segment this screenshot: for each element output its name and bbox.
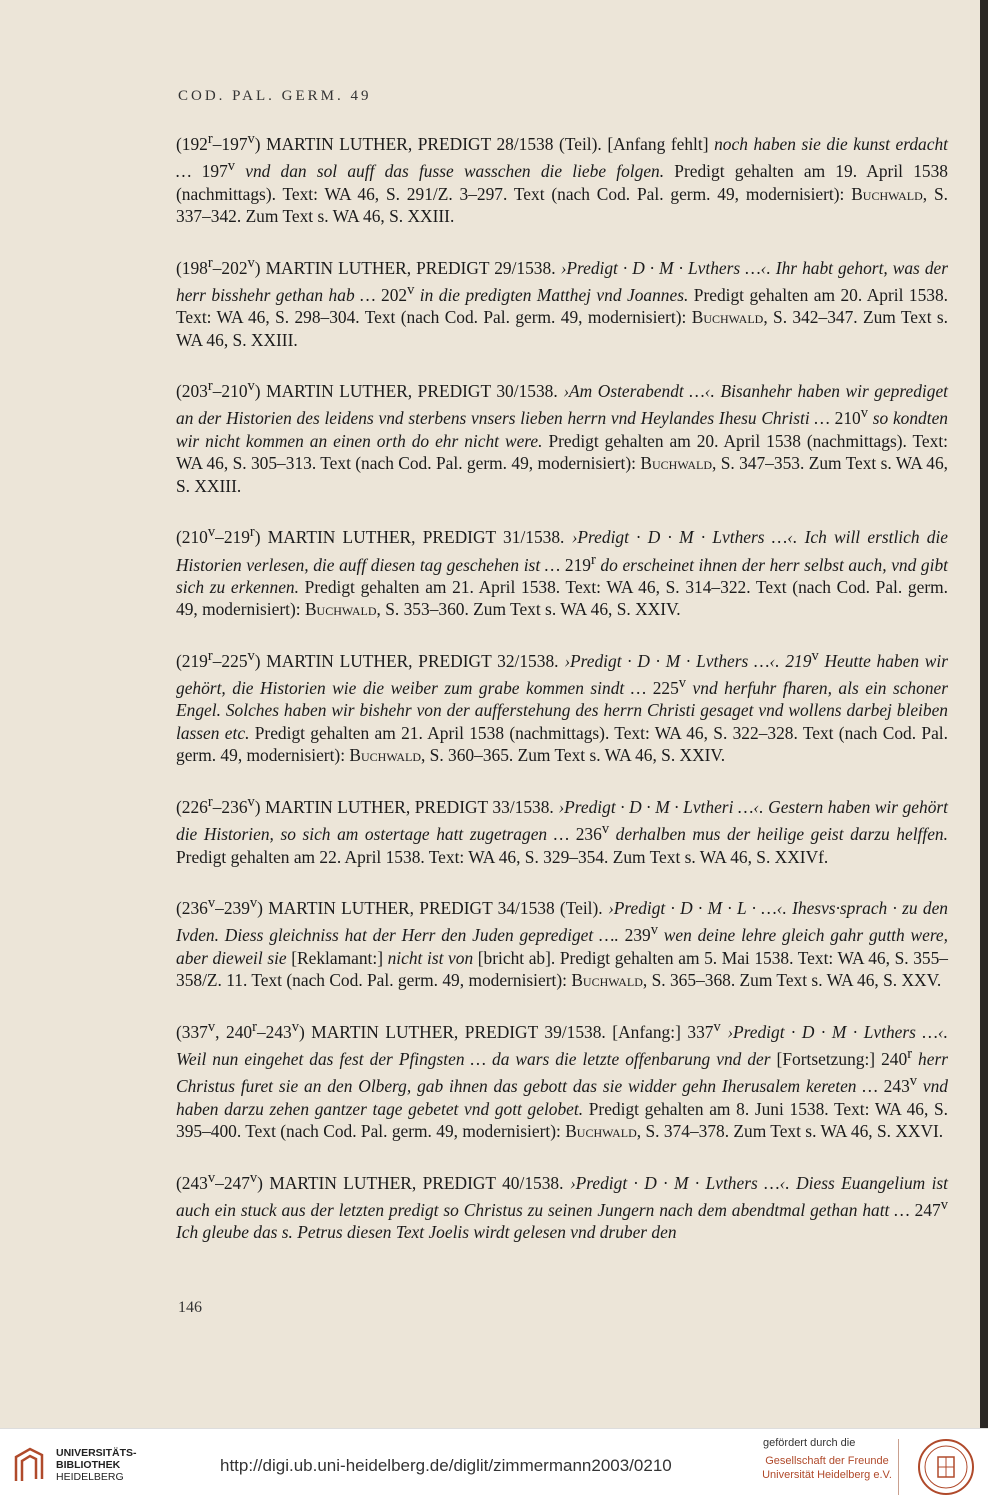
folio-range: –197 xyxy=(212,133,248,154)
folio-range: –247 xyxy=(215,1172,250,1193)
folio-range: ) xyxy=(254,380,261,401)
entry-heading: MARTIN LUTHER, PREDIGT 34/1538 (Teil). xyxy=(262,897,608,918)
folio-range: ) xyxy=(257,897,263,918)
folio-side: v xyxy=(249,895,258,912)
entry-heading: MARTIN LUTHER, PREDIGT 40/1538. xyxy=(262,1172,570,1193)
author-name: Buchwald xyxy=(304,599,377,620)
entry-3 xyxy=(176,375,948,497)
folio-ref: 202 xyxy=(381,284,408,305)
folio-side: r xyxy=(249,524,255,541)
library-name-line: HEIDELBERG xyxy=(56,1471,124,1483)
folio-side: v xyxy=(860,405,868,422)
entry-heading: MARTIN LUTHER, PREDIGT 33/1538. xyxy=(260,796,559,817)
folio-range: (226 xyxy=(176,796,208,817)
incipit: noch haben sie die kunst erdacht … xyxy=(176,133,948,182)
folio-range: –239 xyxy=(215,897,250,918)
incipit: ›Predigt · D · M · Lvthers …‹. Diess Euangelium ist auch ein stuck aus der letzten predigt so Christus zu seinen Jungern nach dem abendtmal gethan hatt … xyxy=(176,1172,949,1220)
entry-notes: , S. 342–347. Zum Text s. WA 46, S. XXIII. xyxy=(176,307,948,350)
folio-side: r xyxy=(207,793,213,810)
explicit: Ich gleube das s. Petrus diesen Text Joelis wirdt gelesen vnd druber den xyxy=(176,1222,677,1243)
page-edge xyxy=(980,0,988,1428)
folio-side: r xyxy=(207,647,213,664)
university-seal-icon[interactable] xyxy=(916,1437,976,1497)
folio-side: v xyxy=(650,922,658,939)
page-number: 146 xyxy=(178,1299,202,1316)
entry-notes: , S. 347–353. Zum Text s. WA 46, S. XXIII. xyxy=(176,453,948,496)
entry-heading: MARTIN LUTHER, PREDIGT 31/1538. xyxy=(260,527,572,548)
folio-range: ) xyxy=(254,650,261,671)
incipit: ›Predigt · D · M · Lvthers …‹. Weil nun eingehet das fest der Pfingsten … da wars die letzte offenbarung vnd der xyxy=(176,1021,949,1069)
explicit: derhalben mus der heilige geist darzu helffen. xyxy=(609,824,948,845)
folio-side: v xyxy=(207,895,216,912)
author-name: Buchwald xyxy=(640,453,712,474)
entry-4 xyxy=(176,521,948,621)
incipit: Heutte haben wir gehört, die Historien wie die weiber zum grabe kommen sindt … xyxy=(176,650,948,698)
folio-range: –243 xyxy=(256,1021,292,1042)
folio-side: v xyxy=(227,158,236,175)
folio-range: ) xyxy=(298,1021,305,1042)
entry-notes: [bricht ab]. Predigt gehalten am 5. Mai 1538. Text: WA 46, S. 355–358/Z. 11. Text (nach Cod. Pal. germ. 49, modernisiert): xyxy=(176,947,948,991)
explicit: wen deine lehre gleich gahr gutth were, aber dieweil sie xyxy=(176,925,949,968)
author-name: Buchwald xyxy=(571,970,643,991)
entry-notes: Predigt gehalten am 8. Juni 1538. Text: WA 46, S. 395–400. Text (nach Cod. Pal. germ. 49, modernisiert): xyxy=(176,1098,948,1142)
entry-heading: MARTIN LUTHER, PREDIGT 29/1538. xyxy=(260,257,561,278)
entry-heading: MARTIN LUTHER, PREDIGT 28/1538 (Teil). [Anfang fehlt] xyxy=(260,133,715,154)
folio-side: v xyxy=(207,524,216,541)
folio-ref: 225 xyxy=(652,677,679,698)
folio-range: –210 xyxy=(212,380,248,401)
folio-side: r xyxy=(252,1018,257,1035)
entry-8 xyxy=(176,1016,948,1143)
incipit: ›Predigt · D · M · Lvthers …‹. Ich will erstlich die Historien verlesen, die auff diesen tag geschehen ist … xyxy=(176,527,948,575)
folio-range: (192 xyxy=(176,133,208,154)
library-name[interactable] xyxy=(56,1447,137,1483)
society-name-line: Gesellschaft der Freunde xyxy=(765,1455,889,1467)
incipit: ›Predigt · D · M · L · …‹. Ihesvs·sprach · zu den Ivden. Diess gleichniss hat der Herr den Juden geprediget …. xyxy=(176,897,948,946)
footer-divider xyxy=(898,1439,899,1495)
folio-range: (337 xyxy=(176,1021,208,1042)
reklamant-text: nicht ist von xyxy=(387,947,474,968)
folio-side: v xyxy=(249,1169,258,1186)
folio-side: v xyxy=(407,281,415,298)
entry-notes: Predigt gehalten am 20. April 1538 (nachmittags). Text: WA 46, S. 305–313. Text (nach Cod. Pal. germ. 49, modernisiert): xyxy=(176,430,948,474)
folio-range: ) xyxy=(254,257,261,278)
folio-range: (210 xyxy=(176,527,208,548)
folio-range: (198 xyxy=(176,257,208,278)
folio-range: –236 xyxy=(212,796,248,817)
entry-notes: Predigt gehalten am 22. April 1538. Text: WA 46, S. 329–354. Zum Text s. WA 46, S. XXIVf. xyxy=(176,846,829,867)
entry-notes: [Reklamant:] xyxy=(286,947,388,968)
folio-ref: 219 xyxy=(564,554,591,575)
folio-range: ) xyxy=(254,796,261,817)
running-head: COD. PAL. GERM. 49 xyxy=(178,88,372,104)
entry-9 xyxy=(176,1167,948,1244)
folio-side: v xyxy=(940,1196,948,1213)
entry-notes: Predigt gehalten am 21. April 1538. Text: WA 46, S. 314–322. Text (nach Cod. Pal. germ. 49, modernisiert): xyxy=(176,576,948,620)
explicit: vnd haben darzu zehen gantzer tage gebetet vnd gott gelobet. xyxy=(176,1076,948,1119)
folio-side: v xyxy=(247,647,255,664)
folio-ref: 239 xyxy=(624,925,651,946)
society-name-line: Universität Heidelberg e.V. xyxy=(762,1469,892,1481)
folio-side: r xyxy=(207,254,213,271)
folio-side: r xyxy=(907,1045,913,1062)
folio-side: v xyxy=(207,1018,216,1035)
entry-5 xyxy=(176,645,948,767)
entry-2 xyxy=(176,252,948,352)
explicit: vnd herfuhr fharen, als ein schoner Engel. Solches haben wir bishehr von der aufferstehung des herrn Christi gesaget vnd wollens darbej bleiben lassen etc. xyxy=(176,677,949,743)
folio-range: –202 xyxy=(212,257,248,278)
author-name: Buchwald xyxy=(565,1121,637,1142)
explicit: vnd dan sol auff das fusse wasschen die liebe folgen. xyxy=(235,161,665,182)
catalogue-text xyxy=(176,128,948,1268)
library-name-line: BIBLIOTHEK xyxy=(56,1459,121,1471)
continuation-marker: [Fortsetzung:] 240 xyxy=(770,1048,908,1069)
entry-1 xyxy=(176,128,948,228)
folio-range: ) xyxy=(254,133,261,154)
folio-side: v xyxy=(247,793,255,810)
folio-side: v xyxy=(601,821,610,838)
author-name: Buchwald xyxy=(691,307,764,328)
folio-side: v xyxy=(207,1169,216,1186)
folio-ref: 197 xyxy=(201,161,228,182)
entry-notes: , S. 337–342. Zum Text s. WA 46, S. XXIII. xyxy=(176,183,948,227)
folio-side: v xyxy=(247,131,255,147)
entry-notes: , S. 365–368. Zum Text s. WA 46, S. XXV. xyxy=(642,970,942,991)
library-logo-icon[interactable] xyxy=(10,1445,48,1485)
explicit: in die predigten Matthej vnd Joannes. xyxy=(414,284,689,305)
folio-side: r xyxy=(207,378,213,395)
explicit: so kondten wir nicht kommen an einen orth do ehr nicht were. xyxy=(176,408,948,451)
folio-range: (243 xyxy=(176,1172,208,1193)
folio-side: v xyxy=(909,1073,918,1090)
folio-ref: 243 xyxy=(883,1076,910,1097)
entry-notes: Predigt gehalten am 20. April 1538. Text: WA 46, S. 298–304. Text (nach Cod. Pal. germ. 49, modernisiert): xyxy=(176,284,948,328)
folio-side: v xyxy=(247,378,255,395)
folio-ref: 247 xyxy=(914,1199,941,1220)
incipit: ›Predigt · D · M · Lvthers …‹. 219 xyxy=(564,650,812,671)
entry-notes: , S. 360–365. Zum Text s. WA 46, S. XXIV. xyxy=(420,745,726,766)
entry-notes: Predigt gehalten am 19. April 1538 (nachmittags). Text: WA 46, S. 291/Z. 3–297. Text (nach Cod. Pal. germ. 49, modernisiert): xyxy=(176,161,948,204)
entry-heading: MARTIN LUTHER, PREDIGT 32/1538. xyxy=(260,650,565,671)
entry-heading: MARTIN LUTHER, PREDIGT 39/1538. [Anfang:] 337 xyxy=(304,1021,714,1042)
folio-side: r xyxy=(590,551,596,568)
folio-range: ) xyxy=(257,1172,263,1193)
society-name[interactable] xyxy=(758,1454,896,1482)
folio-ref: 236 xyxy=(575,824,602,845)
folio-range: –225 xyxy=(212,650,248,671)
folio-side: v xyxy=(811,647,819,664)
entry-heading: MARTIN LUTHER, PREDIGT 30/1538. xyxy=(260,380,564,401)
folio-range: (203 xyxy=(176,380,208,401)
folio-side: v xyxy=(713,1018,721,1035)
explicit: herr Christus furet sie an den Olberg, gab ihnen das gebott das sie widder gehn Iherusalem kereten … xyxy=(176,1048,948,1097)
entry-notes: , S. 374–378. Zum Text s. WA 46, S. XXVI. xyxy=(636,1121,944,1142)
folio-range: ) xyxy=(254,527,261,548)
footer-bar xyxy=(0,1428,988,1504)
author-name: Buchwald xyxy=(349,745,421,766)
folio-range: (219 xyxy=(176,650,208,671)
entry-notes: , S. 353–360. Zum Text s. WA 46, S. XXIV. xyxy=(376,599,681,620)
entry-7 xyxy=(176,892,948,992)
entry-notes: Predigt gehalten am 21. April 1538 (nachmittags). Text: WA 46, S. 322–328. Text (nach Cod. Pal. germ. 49, modernisiert): xyxy=(176,722,948,766)
source-url-link[interactable]: http://digi.ub.uni-heidelberg.de/diglit/zimmermann2003/0210 xyxy=(220,1456,672,1475)
funded-by-label: gefördert durch die xyxy=(763,1437,856,1449)
incipit: ›Am Osterabendt …‹. Bisanhehr haben wir geprediget an der Historien des leidens vnd sterbens vnsers lieben herrn vnd Heylandes Ihesu Christi … xyxy=(176,380,948,429)
folio-side: v xyxy=(678,675,687,692)
folio-side: v xyxy=(291,1018,299,1035)
folio-range: –219 xyxy=(215,527,250,548)
library-name-line: UNIVERSITÄTS- xyxy=(56,1447,137,1459)
explicit: do erscheinet ihnen der herr selbst auch, vnd gibt sich zu erkennen. xyxy=(176,554,948,597)
folio-ref: 210 xyxy=(834,408,861,429)
folio-range: , 240 xyxy=(215,1021,253,1042)
folio-side: v xyxy=(247,254,255,271)
folio-range: (236 xyxy=(176,897,208,918)
folio-side: r xyxy=(207,131,213,147)
entry-6 xyxy=(176,791,948,868)
incipit: ›Predigt · D · M · Lvtheri …‹. Gestern haben wir gehört die Historien, so sich am ostertage hatt zugetragen … xyxy=(176,796,948,845)
author-name: Buchwald xyxy=(851,183,923,204)
incipit: ›Predigt · D · M · Lvthers …‹. Ihr habt gehort, was der herr bisshehr gethan hab … xyxy=(176,257,949,305)
